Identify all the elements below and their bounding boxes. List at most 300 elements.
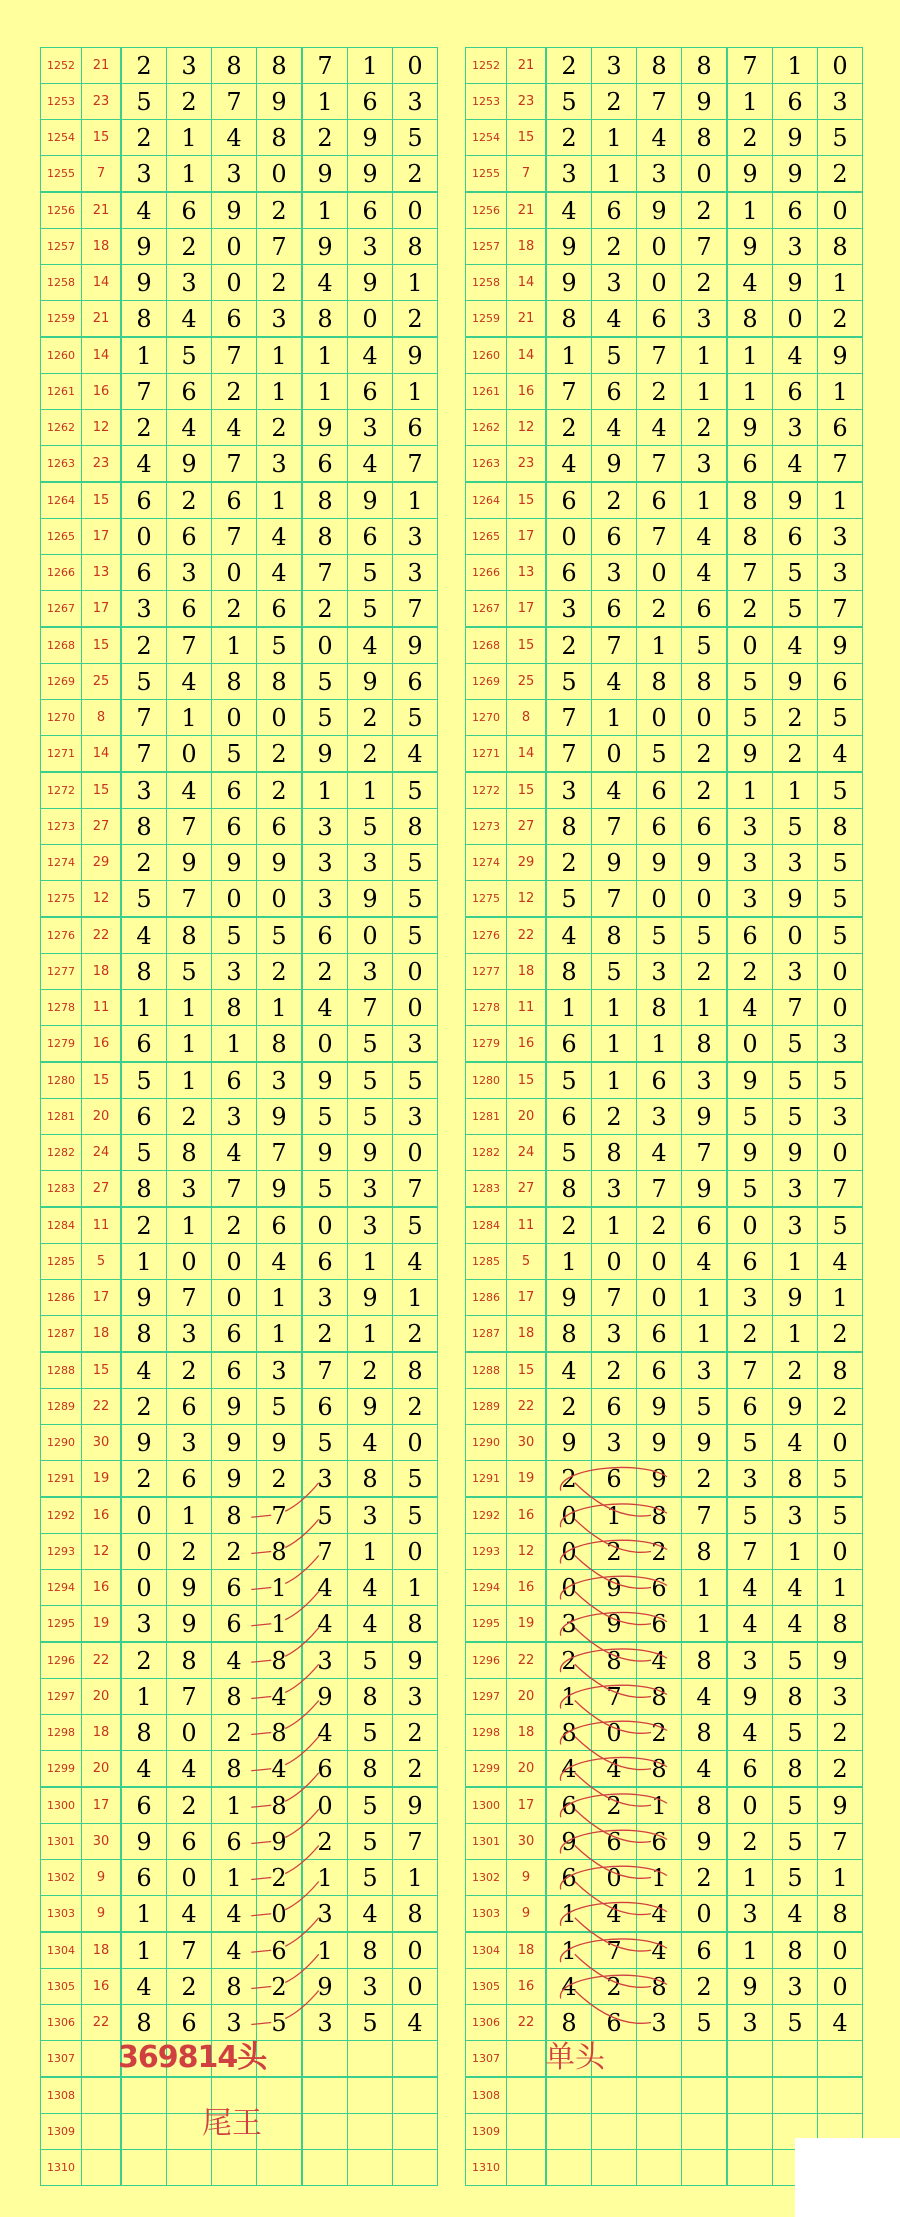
table-row [466, 482, 863, 519]
digit-cell: 9 [727, 410, 773, 446]
digit-cell: 0 [212, 265, 257, 301]
digit-cell: 3 [727, 1896, 773, 1933]
digit-cell: 1 [773, 48, 818, 84]
digit-cell: 0 [393, 1135, 438, 1171]
digit-cell: 0 [592, 736, 637, 773]
digit-cell [637, 2077, 682, 2114]
digit-cell: 8 [212, 1497, 257, 1534]
sum-value: 17 [82, 591, 122, 628]
issue-number: 1293 [41, 1534, 82, 1570]
table-row [466, 1824, 863, 1860]
sum-value: 14 [82, 265, 122, 301]
issue-number: 1285 [41, 1244, 82, 1280]
digit-cell: 9 [637, 1425, 682, 1461]
digit-cell [818, 2041, 863, 2078]
sum-value: 25 [82, 664, 122, 700]
digit-cell: 1 [302, 1860, 348, 1896]
sum-value: 15 [507, 482, 547, 519]
table-row [41, 591, 438, 628]
digit-cell: 7 [257, 229, 303, 265]
digit-cell: 8 [121, 301, 167, 338]
digit-cell: 8 [121, 1715, 167, 1751]
digit-cell: 5 [302, 700, 348, 736]
digit-cell: 3 [773, 1497, 818, 1534]
sum-value: 22 [507, 1642, 547, 1679]
issue-number: 1308 [41, 2077, 82, 2114]
sum-value: 22 [82, 1389, 122, 1425]
digit-cell: 2 [727, 1316, 773, 1353]
digit-cell: 1 [682, 1606, 728, 1643]
digit-cell: 8 [348, 1751, 393, 1788]
digit-cell: 8 [637, 1497, 682, 1534]
digit-cell: 9 [121, 265, 167, 301]
digit-cell: 3 [637, 1099, 682, 1135]
sum-value: 29 [82, 845, 122, 881]
digit-cell: 4 [257, 1679, 303, 1715]
digit-cell: 3 [592, 1171, 637, 1208]
digit-cell: 9 [348, 265, 393, 301]
digit-cell: 5 [302, 664, 348, 700]
digit-cell: 2 [302, 954, 348, 990]
digit-cell: 5 [818, 120, 863, 156]
digit-cell: 2 [393, 1715, 438, 1751]
digit-cell: 9 [121, 229, 167, 265]
digit-cell: 1 [167, 990, 212, 1026]
digit-cell: 8 [167, 1135, 212, 1171]
digit-cell: 7 [167, 1280, 212, 1316]
digit-cell: 1 [212, 627, 257, 664]
digit-cell: 7 [257, 1497, 303, 1534]
digit-cell: 8 [393, 229, 438, 265]
table-row [466, 156, 863, 193]
table-row [41, 1896, 438, 1933]
digit-cell: 6 [167, 591, 212, 628]
digit-cell: 6 [121, 1099, 167, 1135]
digit-cell: 2 [257, 192, 303, 229]
issue-number: 1290 [466, 1425, 507, 1461]
digit-cell: 2 [212, 1715, 257, 1751]
table-row [466, 1099, 863, 1135]
digit-cell: 7 [637, 519, 682, 555]
digit-cell: 0 [592, 1715, 637, 1751]
issue-number: 1289 [41, 1389, 82, 1425]
digit-cell: 6 [637, 1606, 682, 1643]
digit-cell: 6 [773, 84, 818, 120]
digit-cell: 5 [348, 1824, 393, 1860]
sum-value: 12 [507, 1534, 547, 1570]
digit-cell: 3 [592, 1316, 637, 1353]
digit-cell: 1 [818, 374, 863, 410]
table-row [466, 2005, 863, 2041]
digit-cell: 2 [257, 410, 303, 446]
digit-cell [637, 2114, 682, 2150]
digit-cell [546, 2077, 592, 2114]
table-row [41, 192, 438, 229]
digit-cell: 7 [592, 1932, 637, 1969]
digit-cell: 0 [773, 917, 818, 954]
issue-number: 1303 [466, 1896, 507, 1933]
digit-cell: 2 [257, 954, 303, 990]
digit-cell: 6 [212, 301, 257, 338]
digit-cell [257, 2150, 303, 2186]
digit-cell: 6 [167, 1461, 212, 1498]
sum-value [507, 2114, 547, 2150]
digit-cell: 0 [637, 700, 682, 736]
digit-cell: 1 [302, 1932, 348, 1969]
digit-cell: 9 [302, 1969, 348, 2005]
digit-cell [592, 2114, 637, 2150]
digit-cell: 3 [773, 1207, 818, 1244]
digit-cell: 8 [637, 990, 682, 1026]
digit-cell: 4 [257, 519, 303, 555]
digit-cell: 1 [592, 1497, 637, 1534]
digit-cell: 3 [727, 845, 773, 881]
digit-cell: 4 [257, 1244, 303, 1280]
digit-cell: 8 [121, 1316, 167, 1353]
digit-cell: 9 [773, 1389, 818, 1425]
digit-cell: 3 [348, 410, 393, 446]
digit-cell: 0 [167, 736, 212, 773]
digit-cell: 9 [348, 664, 393, 700]
digit-cell: 2 [167, 1787, 212, 1824]
digit-cell: 5 [348, 1099, 393, 1135]
digit-cell: 4 [592, 1751, 637, 1788]
issue-number: 1261 [41, 374, 82, 410]
digit-cell: 7 [592, 881, 637, 918]
issue-number: 1294 [41, 1570, 82, 1606]
sum-value: 9 [82, 1896, 122, 1933]
issue-number: 1309 [41, 2114, 82, 2150]
sum-value: 29 [507, 845, 547, 881]
digit-cell: 7 [818, 1171, 863, 1208]
issue-number: 1309 [466, 2114, 507, 2150]
digit-cell: 2 [637, 374, 682, 410]
digit-cell: 4 [212, 1135, 257, 1171]
digit-cell: 4 [167, 1751, 212, 1788]
table-row [41, 1679, 438, 1715]
digit-cell: 6 [212, 1316, 257, 1353]
digit-cell: 9 [637, 192, 682, 229]
issue-number: 1262 [466, 410, 507, 446]
digit-cell: 1 [257, 1570, 303, 1606]
digit-cell: 4 [818, 2005, 863, 2041]
issue-number: 1305 [466, 1969, 507, 2005]
sum-value: 21 [507, 192, 547, 229]
sum-value: 18 [82, 1715, 122, 1751]
digit-cell: 5 [393, 917, 438, 954]
digit-cell: 5 [546, 1062, 592, 1099]
digit-cell: 7 [212, 1171, 257, 1208]
digit-cell: 4 [212, 410, 257, 446]
table-row [41, 48, 438, 84]
digit-cell: 3 [348, 954, 393, 990]
digit-cell: 5 [302, 1171, 348, 1208]
digit-cell: 1 [818, 1280, 863, 1316]
digit-cell: 4 [348, 1425, 393, 1461]
digit-cell: 3 [257, 301, 303, 338]
digit-cell [546, 2150, 592, 2186]
table-row [466, 1425, 863, 1461]
digit-cell: 0 [302, 1026, 348, 1063]
digit-cell: 8 [393, 1352, 438, 1389]
digit-cell: 2 [393, 1751, 438, 1788]
digit-cell: 0 [727, 627, 773, 664]
digit-cell: 3 [167, 555, 212, 591]
sum-value: 9 [507, 1860, 547, 1896]
digit-cell: 3 [637, 156, 682, 193]
table-row [466, 990, 863, 1026]
digit-cell: 2 [257, 1969, 303, 2005]
sum-value: 16 [507, 1570, 547, 1606]
digit-cell: 5 [121, 881, 167, 918]
digit-cell: 5 [773, 1715, 818, 1751]
digit-cell: 7 [637, 337, 682, 374]
digit-cell [167, 2150, 212, 2186]
digit-cell: 2 [393, 1389, 438, 1425]
digit-cell: 2 [682, 772, 728, 809]
digit-cell: 6 [257, 591, 303, 628]
digit-cell: 7 [637, 84, 682, 120]
digit-cell: 4 [167, 1896, 212, 1933]
digit-cell: 6 [167, 1824, 212, 1860]
digit-cell: 5 [773, 1099, 818, 1135]
digit-cell: 3 [727, 1280, 773, 1316]
digit-cell: 9 [348, 1135, 393, 1171]
digit-cell: 2 [546, 1389, 592, 1425]
table-row [41, 1715, 438, 1751]
digit-cell: 1 [302, 192, 348, 229]
table-row [41, 120, 438, 156]
digit-cell: 0 [637, 555, 682, 591]
digit-cell: 8 [302, 519, 348, 555]
issue-number: 1306 [466, 2005, 507, 2041]
digit-cell: 5 [302, 1497, 348, 1534]
digit-cell: 4 [773, 1570, 818, 1606]
digit-cell: 4 [637, 1135, 682, 1171]
table-row [466, 48, 863, 84]
sum-value: 17 [507, 519, 547, 555]
digit-cell: 2 [348, 736, 393, 773]
digit-cell: 1 [167, 700, 212, 736]
digit-cell: 3 [773, 954, 818, 990]
digit-cell: 7 [727, 1534, 773, 1570]
sum-value: 8 [507, 700, 547, 736]
digit-cell: 5 [393, 1062, 438, 1099]
table-row [41, 772, 438, 809]
issue-number: 1275 [466, 881, 507, 918]
digit-cell: 9 [121, 1824, 167, 1860]
table-row [466, 917, 863, 954]
digit-cell: 0 [637, 1280, 682, 1316]
issue-number: 1307 [41, 2041, 82, 2078]
digit-cell: 7 [592, 1679, 637, 1715]
digit-cell: 3 [546, 772, 592, 809]
digit-cell: 5 [546, 664, 592, 700]
table-row [41, 1352, 438, 1389]
issue-number: 1264 [466, 482, 507, 519]
digit-cell: 4 [212, 1642, 257, 1679]
table-row [466, 192, 863, 229]
digit-cell: 2 [257, 265, 303, 301]
sum-value: 20 [82, 1099, 122, 1135]
digit-cell: 0 [393, 1425, 438, 1461]
issue-number: 1279 [466, 1026, 507, 1063]
digit-cell: 1 [682, 374, 728, 410]
digit-cell: 6 [637, 301, 682, 338]
issue-number: 1269 [41, 664, 82, 700]
digit-cell: 2 [592, 1099, 637, 1135]
issue-number: 1286 [466, 1280, 507, 1316]
digit-cell: 8 [637, 48, 682, 84]
issue-number: 1299 [41, 1751, 82, 1788]
sum-value: 20 [82, 1679, 122, 1715]
digit-cell [121, 2077, 167, 2114]
digit-cell: 9 [393, 337, 438, 374]
digit-cell: 9 [348, 881, 393, 918]
digit-cell: 9 [682, 1824, 728, 1860]
digit-cell: 4 [637, 1896, 682, 1933]
table-row [41, 1932, 438, 1969]
digit-cell: 3 [393, 519, 438, 555]
digit-cell: 3 [167, 1425, 212, 1461]
digit-cell: 1 [257, 337, 303, 374]
digit-cell: 3 [592, 265, 637, 301]
digit-cell: 3 [727, 809, 773, 845]
digit-cell: 7 [348, 990, 393, 1026]
digit-cell: 9 [592, 845, 637, 881]
digit-cell: 5 [546, 881, 592, 918]
digit-cell [682, 2041, 728, 2078]
sum-value: 27 [507, 1171, 547, 1208]
digit-cell: 5 [257, 1389, 303, 1425]
digit-cell: 8 [121, 809, 167, 845]
digit-cell: 6 [546, 1860, 592, 1896]
digit-cell: 6 [302, 917, 348, 954]
table-row [41, 1751, 438, 1788]
digit-cell: 8 [212, 1969, 257, 2005]
digit-cell: 5 [818, 881, 863, 918]
sum-value: 20 [507, 1751, 547, 1788]
table-row [466, 337, 863, 374]
digit-cell: 7 [167, 881, 212, 918]
digit-cell: 3 [121, 772, 167, 809]
digit-cell: 8 [818, 229, 863, 265]
digit-cell: 8 [546, 954, 592, 990]
digit-cell: 3 [393, 555, 438, 591]
digit-cell: 3 [348, 845, 393, 881]
digit-cell: 3 [302, 1461, 348, 1498]
table-row [41, 1026, 438, 1063]
sum-value: 16 [507, 1026, 547, 1063]
digit-cell: 2 [121, 1389, 167, 1425]
digit-cell: 6 [167, 192, 212, 229]
issue-number: 1271 [466, 736, 507, 773]
digit-cell: 3 [773, 229, 818, 265]
digit-cell: 6 [302, 1751, 348, 1788]
digit-cell: 1 [348, 48, 393, 84]
digit-cell: 9 [682, 1099, 728, 1135]
digit-cell: 4 [592, 1896, 637, 1933]
digit-cell: 5 [773, 1787, 818, 1824]
table-row [41, 1280, 438, 1316]
issue-number: 1283 [466, 1171, 507, 1208]
digit-cell: 6 [727, 446, 773, 483]
digit-cell: 0 [393, 48, 438, 84]
table-row [466, 809, 863, 845]
issue-number: 1302 [41, 1860, 82, 1896]
digit-cell: 8 [637, 664, 682, 700]
digit-cell: 7 [592, 809, 637, 845]
digit-cell: 8 [212, 664, 257, 700]
digit-cell: 0 [393, 1932, 438, 1969]
digit-cell: 0 [212, 229, 257, 265]
sum-value: 8 [82, 700, 122, 736]
issue-number: 1300 [466, 1787, 507, 1824]
digit-cell: 9 [546, 1280, 592, 1316]
digit-cell: 6 [257, 1207, 303, 1244]
digit-cell: 6 [257, 1932, 303, 1969]
digit-cell: 1 [727, 84, 773, 120]
sum-value: 5 [82, 1244, 122, 1280]
digit-cell: 6 [637, 1824, 682, 1860]
digit-cell: 1 [257, 482, 303, 519]
digit-cell: 2 [257, 772, 303, 809]
digit-cell: 9 [167, 1606, 212, 1643]
digit-cell: 4 [546, 192, 592, 229]
digit-cell: 5 [212, 917, 257, 954]
issue-number: 1275 [41, 881, 82, 918]
digit-cell: 9 [727, 736, 773, 773]
digit-cell: 0 [348, 301, 393, 338]
table-row [466, 2077, 863, 2114]
digit-cell: 4 [348, 1570, 393, 1606]
digit-cell: 5 [773, 1062, 818, 1099]
table-row [466, 555, 863, 591]
digit-cell: 7 [773, 990, 818, 1026]
digit-cell: 5 [682, 1389, 728, 1425]
sum-value: 15 [82, 627, 122, 664]
table-row [466, 627, 863, 664]
digit-cell: 5 [818, 1062, 863, 1099]
digit-cell: 5 [727, 1099, 773, 1135]
sum-value: 13 [507, 555, 547, 591]
digit-cell: 6 [212, 1570, 257, 1606]
sum-value: 7 [507, 156, 547, 193]
digit-cell: 1 [348, 1316, 393, 1353]
digit-cell: 3 [302, 845, 348, 881]
digit-cell: 0 [682, 1896, 728, 1933]
digit-cell: 2 [592, 1969, 637, 2005]
digit-cell: 9 [727, 1135, 773, 1171]
digit-cell: 0 [637, 881, 682, 918]
digit-cell: 9 [167, 1570, 212, 1606]
digit-cell: 2 [592, 84, 637, 120]
issue-number: 1254 [466, 120, 507, 156]
digit-cell: 4 [167, 301, 212, 338]
digit-cell: 1 [546, 1896, 592, 1933]
digit-cell: 3 [727, 1461, 773, 1498]
digit-cell: 5 [348, 1860, 393, 1896]
digit-cell: 7 [302, 1534, 348, 1570]
digit-cell: 6 [212, 1606, 257, 1643]
digit-cell: 4 [257, 1751, 303, 1788]
digit-cell: 4 [682, 1679, 728, 1715]
digit-cell: 0 [818, 1932, 863, 1969]
digit-cell: 7 [818, 591, 863, 628]
digit-cell: 1 [546, 337, 592, 374]
table-row [466, 736, 863, 773]
digit-cell: 6 [121, 555, 167, 591]
